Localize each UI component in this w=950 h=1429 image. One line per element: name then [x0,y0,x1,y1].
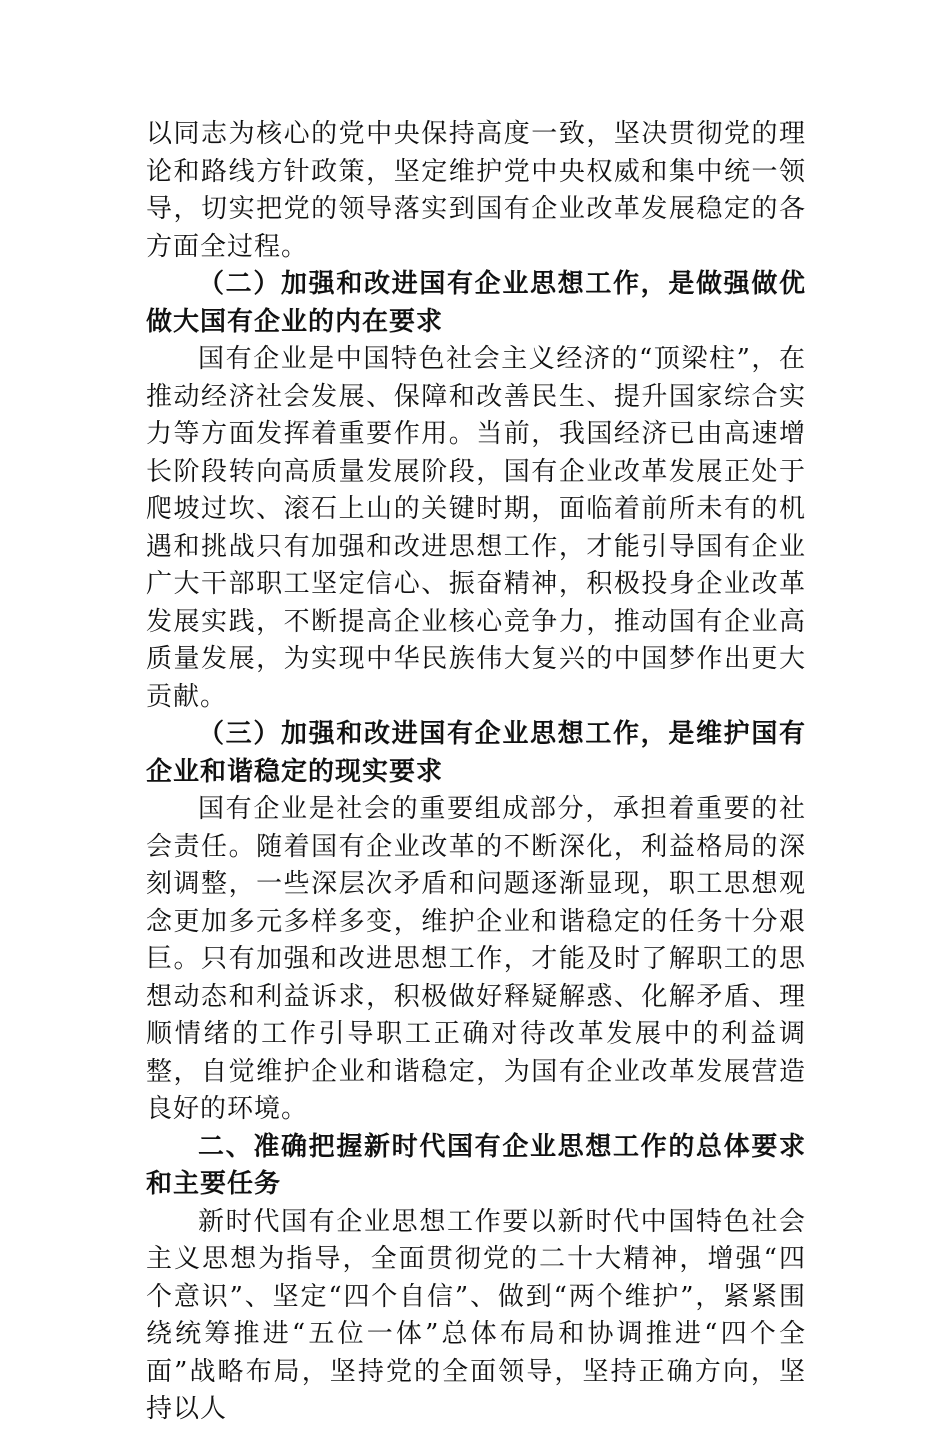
subheading-3: （三）加强和改进国有企业思想工作，是维护国有企业和谐稳定的现实要求 [146,719,806,787]
document-body [146,116,806,1429]
paragraph-continued: 以同志为核心的党中央保持高度一致，坚决贯彻党的理论和路线方针政策，坚定维护党中央权威和集中统一领导，切实把党的领导落实到国有企业改革发展稳定的各方面全过程。 [146,119,806,262]
paragraph-body: 国有企业是中国特色社会主义经济的“顶梁柱”，在推动经济社会发展、保障和改善民生、提升国家综合实力等方面发挥着重要作用。当前，我国经济已由高速增长阶段转向高质量发展阶段，国有企业改革发展正处于爬坡过坎、滚石上山的关键时期，面临着前所未有的机遇和挑战只有加强和改进思想工作，才能引导国有企业广大干部职工坚定信心、振奋精神，积极投身企业改革发展实践，不断提高企业核心竞争力，推动国有企业高质量发展，为实现中华民族伟大复兴的中国梦作出更大贡献。 [146,344,806,712]
subheading-2: （二）加强和改进国有企业思想工作，是做强做优做大国有企业的内在要求 [146,269,806,337]
paragraph-body: 新时代国有企业思想工作要以新时代中国特色社会主义思想为指导，全面贯彻党的二十大精神，增强“四个意识”、坚定“四个自信”、做到“两个维护”，紧紧围绕统筹推进“五位一体”总体布局和协调推进“四个全面”战略布局，坚持党的全面领导，坚持正确方向，坚持以人 [146,1206,806,1424]
section-heading-2: 二、准确把握新时代国有企业思想工作的总体要求和主要任务 [146,1131,806,1199]
paragraph-body: 国有企业是社会的重要组成部分，承担着重要的社会责任。随着国有企业改革的不断深化，利益格局的深刻调整，一些深层次矛盾和问题逐渐显现，职工思想观念更加多元多样多变，维护企业和谐稳定的任务十分艰巨。只有加强和改进思想工作，才能及时了解职工的思想动态和利益诉求，积极做好释疑解惑、化解矛盾、理顺情绪的工作引导职工正确对待改革发展中的利益调整，自觉维护企业和谐稳定，为国有企业改革发展营造良好的环境。 [146,794,806,1124]
